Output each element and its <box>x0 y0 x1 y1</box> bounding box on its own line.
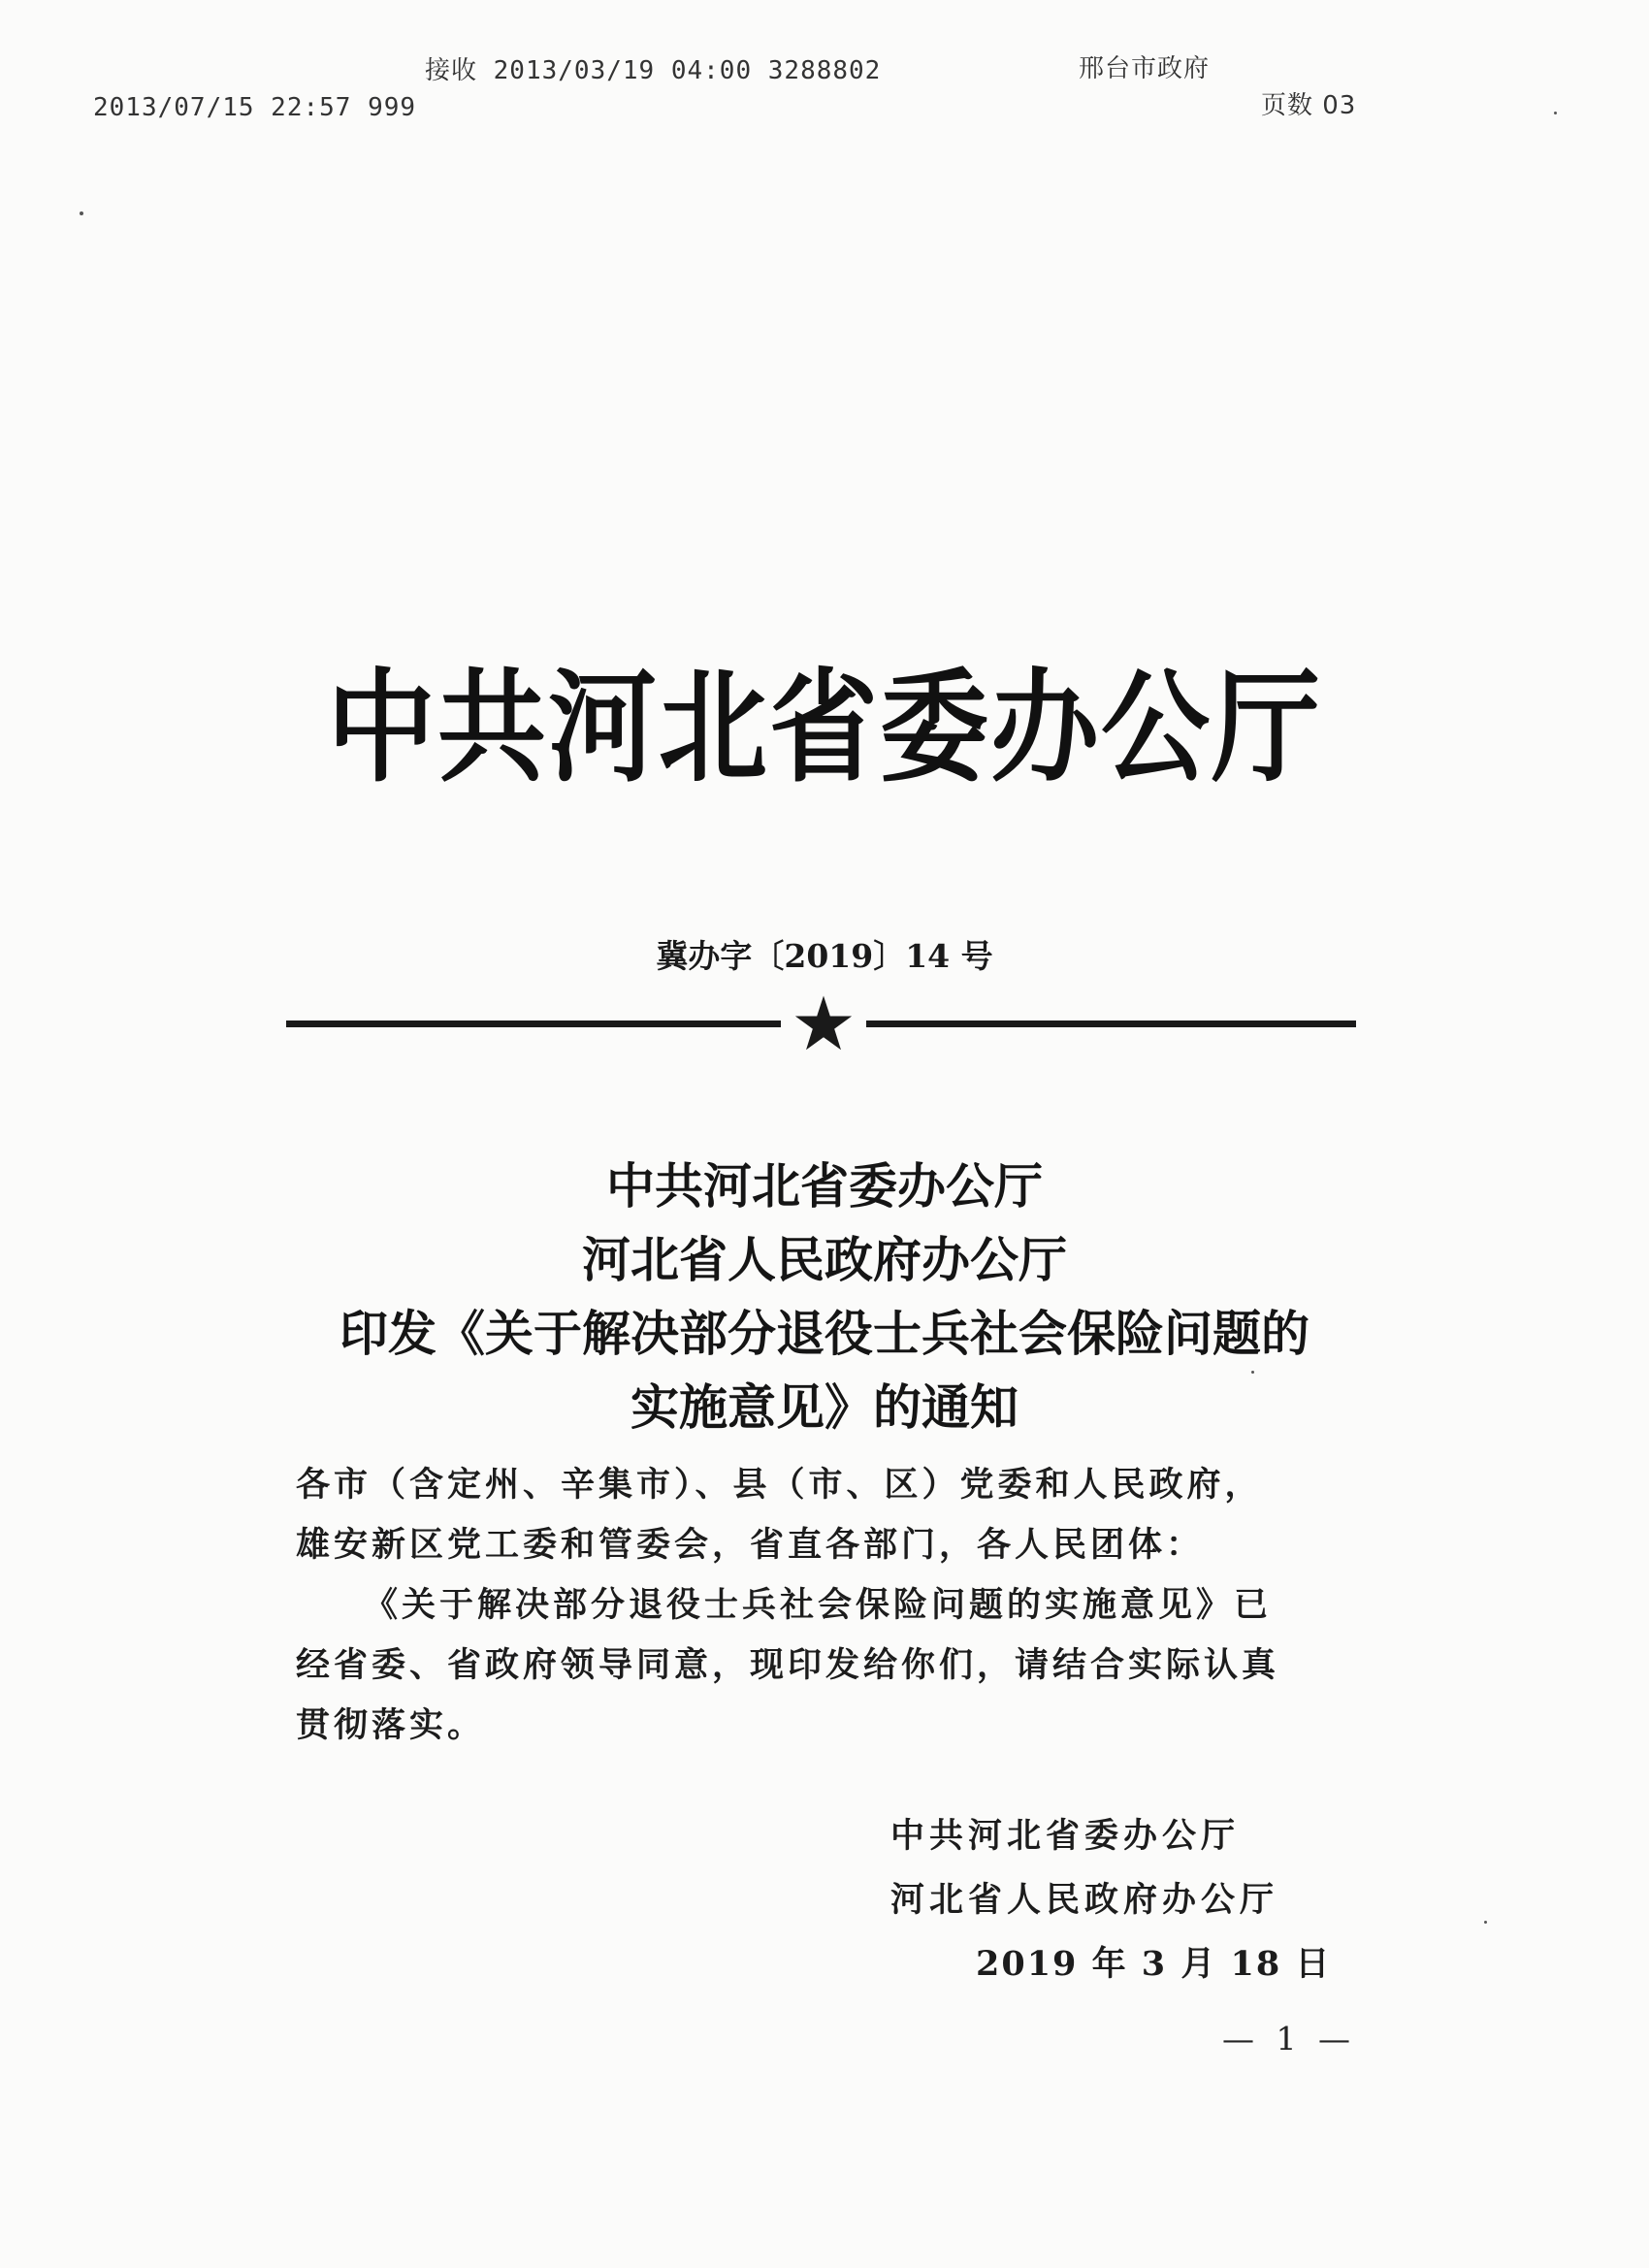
separator-rule-left <box>286 1021 781 1027</box>
body-text-line: 贯彻落实。 <box>296 1705 486 1745</box>
document-body <box>296 1455 1382 1756</box>
fax-sender: 邢台市政府 <box>1079 54 1211 83</box>
title-line: 印发《关于解决部分退役士兵社会保险问题的 <box>340 1306 1310 1362</box>
separator-rule-right <box>866 1021 1356 1027</box>
letterhead: 中共河北省委办公厅 <box>327 658 1322 799</box>
title-line: 中共河北省委办公厅 <box>606 1158 1043 1215</box>
title-line: 实施意见》的通知 <box>630 1379 1018 1436</box>
fax-timestamp: 2013/07/15 22:57 999 <box>93 93 417 122</box>
star-icon <box>793 993 854 1053</box>
scan-speck <box>1251 1371 1254 1374</box>
body-text-line: 《关于解决部分退役士兵社会保险问题的实施意见》已 <box>364 1585 1273 1625</box>
title-line: 河北省人民政府办公厅 <box>582 1232 1067 1288</box>
fax-page-count: 页数 03 <box>1261 91 1357 120</box>
body-text-line: 经省委、省政府领导同意，现印发给你们，请结合实际认真 <box>296 1645 1280 1685</box>
scan-speck <box>1484 1921 1487 1924</box>
scan-speck <box>1554 112 1557 114</box>
document-number: 冀办字〔2019〕14 号 <box>656 937 993 975</box>
scan-speck <box>80 211 83 215</box>
recipients-line: 各市（含定州、辛集市）、县（市、区）党委和人民政府， <box>296 1465 1263 1505</box>
signature-org: 中共河北省委办公厅 <box>890 1816 1241 1856</box>
page-number: — 1 — <box>1222 2020 1356 2057</box>
fax-receive-info: 接收 2013/03/19 04:00 3288802 <box>425 56 882 85</box>
signature-org: 河北省人民政府办公厅 <box>890 1880 1279 1920</box>
signature-date: 2019 年 3 月 18 日 <box>976 1944 1332 1984</box>
document-title <box>0 1150 1649 1444</box>
signature-block <box>890 1804 1331 1996</box>
recipients-line: 雄安新区党工委和管委会，省直各部门，各人民团体： <box>296 1525 1205 1565</box>
